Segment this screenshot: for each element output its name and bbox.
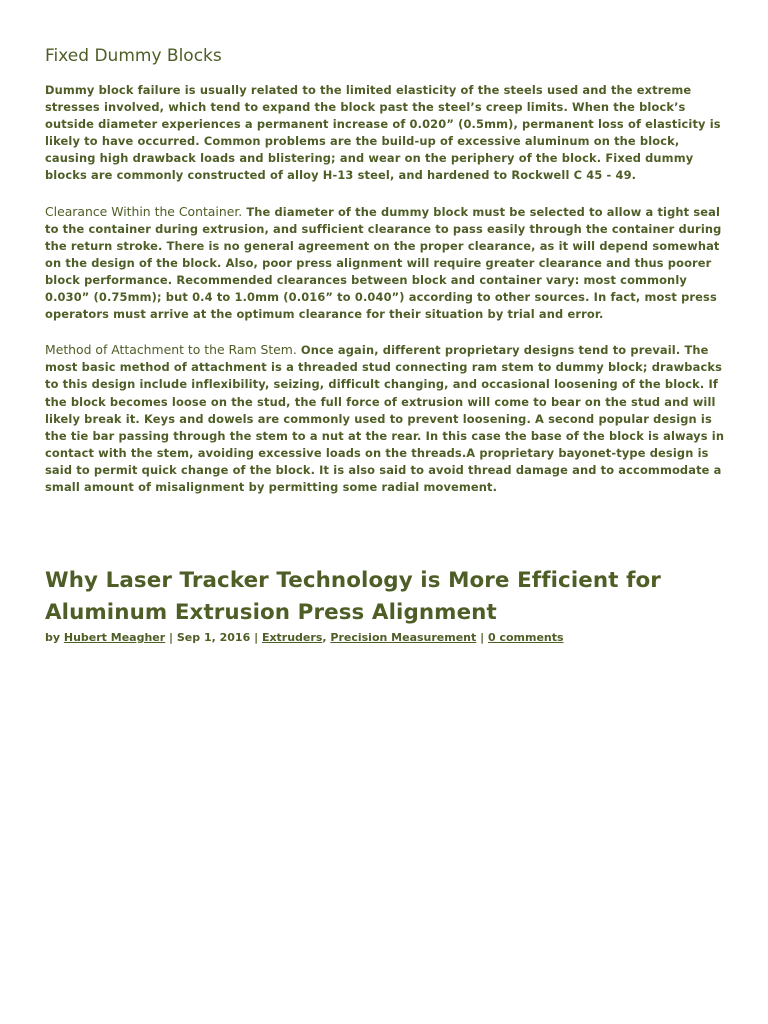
article-section: [45, 44, 725, 514]
attachment-lead: Method of Attachment to the Ram Stem.: [45, 342, 297, 358]
intro-paragraph: Dummy block failure is usually related to the limited elasticity of the steels used and the extreme stresses involved, which tend to expand the block past the steel’s creep limits. When the block’s outside diameter experiences a permanent increase of 0.020” (0.5mm), permanent loss of elasticity is likely to have occurred. Common problems are the build-up of excessive aluminum on the block, causing high drawback loads and blistering; and wear on the periphery of the block. Fixed dummy blocks are commonly constructed of alloy H-13 steel, and hardened to Rockwell C 45 - 49.: [45, 83, 721, 183]
category-link-extruders[interactable]: Extruders: [261, 631, 323, 644]
meta-separator: |: [250, 631, 262, 644]
category-link-precision-measurement[interactable]: Precision Measurement: [330, 631, 477, 644]
clearance-body: The diameter of the dummy block must be selected to allow a tight seal to the container during extrusion, and sufficient clearance to pass easily through the container during the return stroke. There is no general agreement on the proper clearance, as it will depend somewhat on the design of the block. Also, poor press alignment will require greater clearance and thus poorer block performance. Recommended clearances between block and container vary: most commonly 0.030” (0.75mm); but 0.4 to 1.0mm (0.016” to 0.040”) according to other sources. In fact, most press operators must arrive at the optimum clearance for their situation by trial and error.: [45, 204, 722, 322]
section-title: Fixed Dummy Blocks: [45, 46, 222, 66]
category-comma: ,: [322, 631, 331, 644]
attachment-body: Once again, different proprietary designs tend to prevail. The most basic method of attachment is a threaded stud connecting ram stem to dummy block; drawbacks to this design include inflexibility, seizing, difficult changing, and occasional loosening of the block. If the block becomes loose on the stud, the full force of extrusion will come to bear on the stud and will likely break it. Keys and dowels are commonly used to prevent loosening. A second popular design is the tie bar passing through the stem to a nut at the rear. In this case the base of the block is always in contact with the stem, avoiding excessive loads on the threads.A proprietary bayonet-type design is said to permit quick change of the block. It is also said to avoid thread damage and to accommodate a small amount of misalignment by permitting some radial movement.: [45, 343, 725, 494]
post-meta: [45, 630, 735, 646]
meta-separator: |: [165, 631, 177, 644]
comments-link[interactable]: 0 comments: [487, 631, 564, 644]
by-prefix: by: [45, 631, 64, 644]
clearance-lead: Clearance Within the Container.: [45, 203, 243, 219]
post-date: Sep 1, 2016: [176, 631, 251, 644]
attachment-paragraph: [45, 341, 725, 496]
meta-separator: |: [476, 631, 488, 644]
clearance-paragraph: [45, 203, 725, 324]
author-link[interactable]: Hubert Meagher: [63, 631, 166, 644]
post-title: Why Laser Tracker Technology is More Efficient for Aluminum Extrusion Press Alignment: [45, 568, 661, 625]
post-header: [45, 565, 735, 629]
